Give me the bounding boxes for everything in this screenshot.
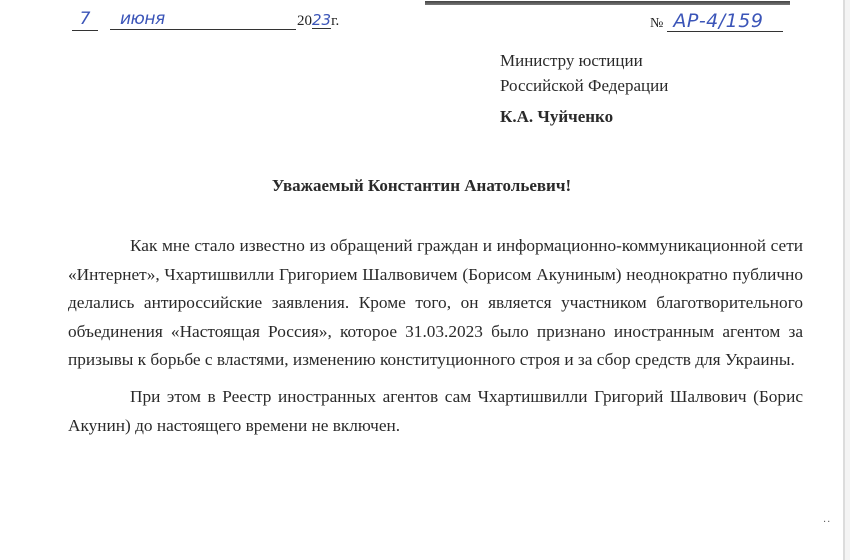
date-month: июня: [110, 10, 296, 30]
recipient-organization: Российской Федерации: [500, 76, 669, 95]
recipient-name: К.А. Чуйченко: [500, 107, 614, 126]
paragraph: Как мне стало известно из обращений граждан и информационно-коммуникационной сети «Интернет», Чхартишвилли Григорием Шалвовичем (Борисом Акуниным) неоднократно публично делались антироссийские заявления. Кроме того, он является участником благотворительного объединения «Настоящая Россия», которое 31.03.2023 было признано иностранным агентом за призывы к борьбе с властями, изменению конституционного строя и за сбор средств для Украины.: [68, 236, 803, 370]
paragraph: При этом в Реестр иностранных агентов сам Чхартишвилли Григорий Шалвович (Борис Акунин) до настоящего времени не включен.: [68, 386, 803, 435]
date-day: 7: [72, 10, 98, 31]
margin-mark: ··: [823, 517, 832, 528]
number-sign: №: [650, 16, 664, 31]
letter-body: [68, 232, 803, 448]
date-year-prefix: 20: [297, 13, 312, 29]
date-year-suffix: 23: [312, 11, 332, 29]
reference-number: [650, 11, 783, 35]
header-rule: [425, 1, 790, 5]
date-year: [297, 12, 339, 30]
date-year-unit: г.: [331, 13, 340, 29]
salutation: Уважаемый Константин Анатольевич!: [271, 176, 572, 195]
recipient-title: Министру юстиции: [500, 51, 643, 70]
recipient-block: [500, 48, 668, 129]
number-value: АР-4/159: [667, 11, 783, 32]
